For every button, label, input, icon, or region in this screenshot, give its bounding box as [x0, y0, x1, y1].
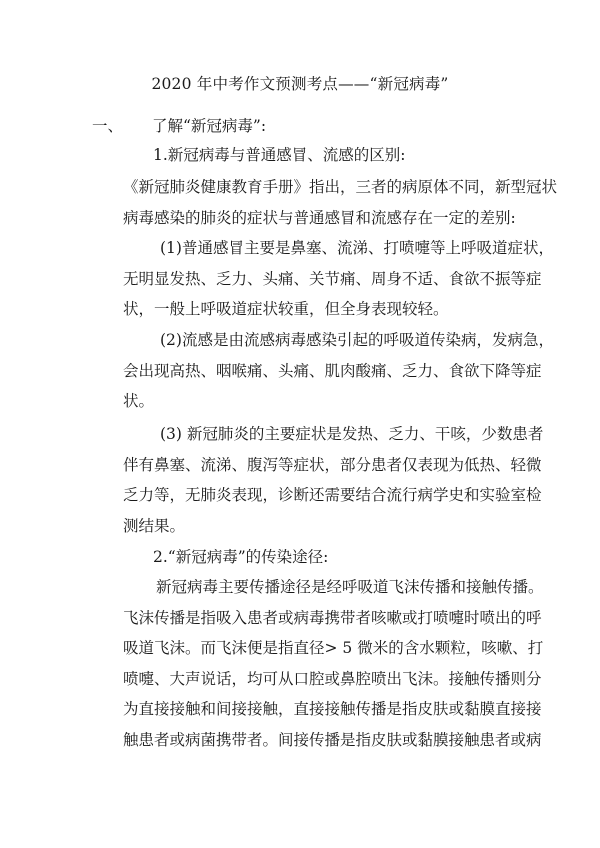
paragraph-line: 乏力等，无肺炎表现，诊断还需要结合流行病学史和实验室检: [123, 486, 542, 505]
paragraph-line: 状，一般上呼吸道症状较重，但全身表现较轻。: [123, 300, 449, 319]
transmission-paragraph: [123, 572, 544, 756]
intro-paragraph: [123, 172, 558, 233]
symptom-item-3: [123, 419, 544, 541]
paragraph-line: 状。: [123, 392, 155, 411]
subsection-heading-2: 2.“新冠病毒”的传染途径:: [153, 548, 329, 566]
document-title: 2020 年中考作文预测考点——“新冠病毒”: [151, 75, 449, 93]
paragraph-line: 喷嚏、大声说话，均可从口腔或鼻腔喷出飞沫。接触传播则分: [123, 669, 542, 688]
subsection-heading-1: 1.新冠病毒与普通感冒、流感的区别:: [153, 146, 406, 164]
paragraph-line: (2)流感是由流感病毒感染引起的呼吸道传染病，发病急，: [160, 331, 554, 349]
paragraph-line: 无明显发热、乏力、头痛、关节痛、周身不适、食欲不振等症: [123, 269, 542, 288]
paragraph-line: 测结果。: [123, 516, 186, 535]
paragraph-line: 飞沫传播是指吸入患者或病毒携带者咳嗽或打喷嚏时喷出的呼: [123, 608, 542, 627]
paragraph-line: 触患者或病菌携带者。间接传播是指皮肤或黏膜接触患者或病: [123, 730, 542, 749]
paragraph-line: 伴有鼻塞、流涕、腹泻等症状，部分患者仅表现为低热、轻微: [123, 455, 542, 474]
section-heading-1: [92, 114, 266, 136]
paragraph-line: 吸道飞沫。而飞沫便是指直径> 5 微米的含水颗粒，咳嗽、打: [123, 639, 544, 658]
paragraph-line: 病毒感染的肺炎的症状与普通感冒和流感存在一定的差别:: [123, 208, 516, 227]
paragraph-line: (3) 新冠肺炎的主要症状是发热、乏力、干咳，少数患者: [160, 425, 544, 443]
paragraph-line: 为直接接触和间接接触，直接接触传播是指皮肤或黏膜直接接: [123, 700, 542, 719]
paragraph-line: 新冠病毒主要传播途径是经呼吸道飞沫传播和接触传播。: [156, 578, 544, 596]
paragraph-line: (1)普通感冒主要是鼻塞、流涕、打喷嚏等上呼吸道症状，: [160, 239, 554, 257]
paragraph-line: 会出现高热、咽喉痛、头痛、肌肉酸痛、乏力、食欲下降等症: [123, 361, 542, 380]
symptom-item-2: [123, 325, 554, 417]
symptom-item-1: [123, 233, 554, 325]
section-heading-text: 了解“新冠病毒”:: [152, 117, 267, 135]
paragraph-line: 《新冠肺炎健康教育手册》指出，三者的病原体不同，新型冠状: [123, 178, 558, 196]
section-number: 一、: [92, 117, 124, 135]
